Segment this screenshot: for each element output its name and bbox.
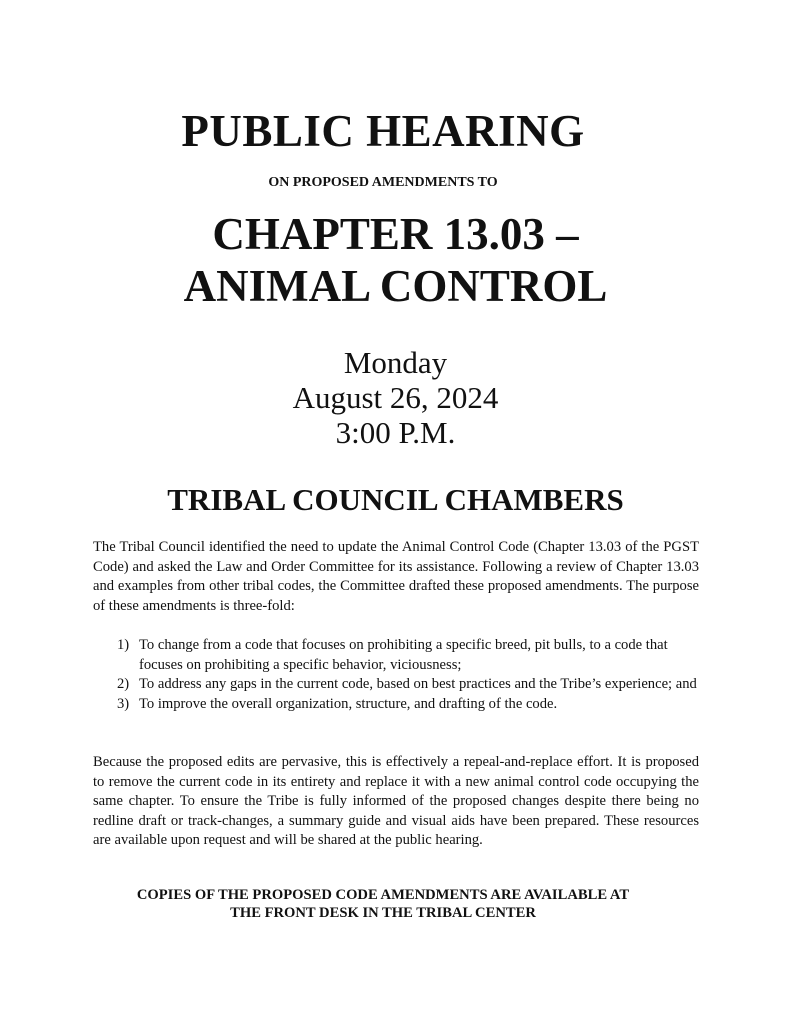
availability-notice-line-1: COPIES OF THE PROPOSED CODE AMENDMENTS ARE AVAILABLE AT <box>136 887 630 903</box>
chapter-heading-line-1: CHAPTER 13.03 – <box>212 209 579 259</box>
list-item-text: To address any gaps in the current code, based on best practices and the Tribe’s experience; and <box>139 676 697 692</box>
hearing-schedule <box>0 345 791 450</box>
details-paragraph: Because the proposed edits are pervasive, this is effectively a repeal-and-replace effort. It is proposed to remove the current code in its entirety and replace it with a new animal control code occupying the same chapter. To ensure the Tribe is fully informed of the proposed changes despite there being no redline draft or track-changes, a summary guide and visual aids have been prepared. These resources are available upon request and will be shared at the public hearing. <box>93 754 699 848</box>
list-item-number: 2) <box>117 676 130 692</box>
hearing-time: 3:00 P.M. <box>335 415 456 450</box>
list-item <box>93 675 699 695</box>
list-item <box>93 695 699 715</box>
hearing-day: Monday <box>343 345 448 380</box>
page-title: PUBLIC HEARING <box>181 106 585 156</box>
hearing-date: August 26, 2024 <box>292 380 499 415</box>
list-item-text: To improve the overall organization, structure, and drafting of the code. <box>139 695 558 712</box>
list-item-text: To change from a code that focuses on prohibiting a specific breed, pit bulls, to a code that focuses on prohibiting a specific behavior, viciousness; <box>139 637 668 673</box>
list-item <box>93 636 699 675</box>
chapter-heading-line-2: ANIMAL CONTROL <box>183 261 608 311</box>
page-subtitle: ON PROPOSED AMENDMENTS TO <box>268 175 498 190</box>
chapter-heading <box>0 208 791 312</box>
intro-paragraph: The Tribal Council identified the need to update the Animal Control Code (Chapter 13.03 of the PGST Code) and asked the Law and Order Committee for its assistance. Following a review of Chapter 13.03 and examples from other tribal codes, the Committee drafted these proposed amendments. The purpose of these amendments is three-fold: <box>93 539 699 614</box>
list-item-number: 1) <box>117 637 130 653</box>
availability-notice-line-2: THE FRONT DESK IN THE TRIBAL CENTER <box>230 905 536 921</box>
hearing-location: TRIBAL COUNCIL CHAMBERS <box>167 482 624 517</box>
purpose-list <box>93 636 699 714</box>
availability-notice <box>60 886 706 922</box>
list-item-number: 3) <box>117 695 130 712</box>
